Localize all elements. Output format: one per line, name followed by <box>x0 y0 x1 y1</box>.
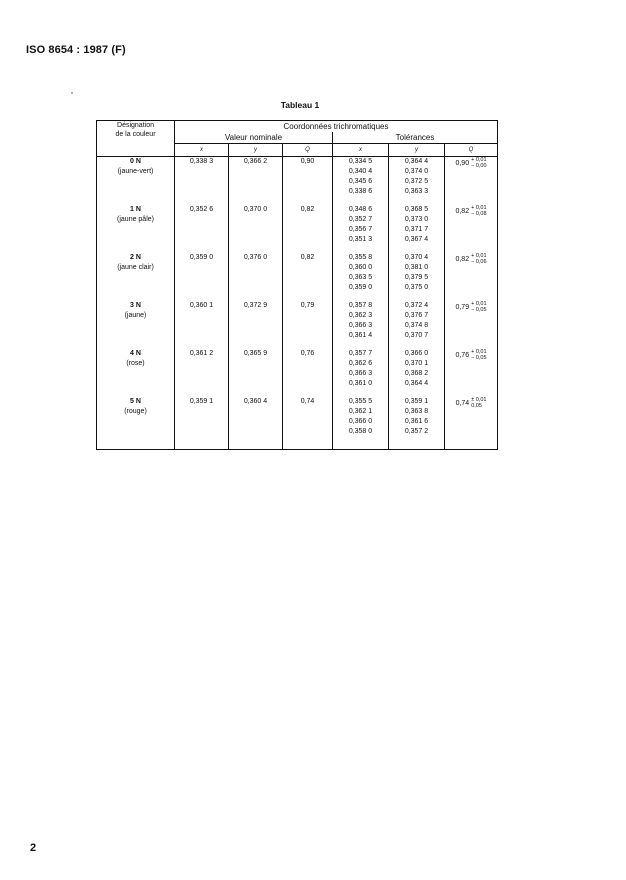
nominal-y-value: 0,372 9 <box>229 301 283 349</box>
tol-q <box>455 205 486 217</box>
tolerance-q-header: Q <box>445 144 498 157</box>
tol-x-values <box>333 157 389 206</box>
tol-y-value: 0,370 4 <box>404 254 429 261</box>
nominal-y-value: 0,365 9 <box>229 349 283 397</box>
page-number: 2 <box>30 842 37 854</box>
tol-x-value: 0,366 0 <box>348 418 373 425</box>
tol-q-plus: + 0,01 <box>471 301 487 307</box>
tol-y-value: 0,363 8 <box>404 408 429 415</box>
tol-q-limits <box>471 253 486 265</box>
nominal-x-value: 0,360 1 <box>175 301 229 349</box>
tol-y-values <box>389 397 445 450</box>
colour-name: (rose) <box>126 360 145 367</box>
designation-cell <box>97 253 175 301</box>
nominal-y-value: 0,370 0 <box>229 205 283 253</box>
tol-x-values <box>333 349 389 397</box>
nominal-x-value: 0,338 3 <box>175 157 229 206</box>
tolerance-x-header: x <box>333 144 389 157</box>
tol-y-value: 0,379 5 <box>404 274 429 281</box>
tol-q-cell <box>445 349 498 397</box>
document-header: ISO 8654 : 1987 (F) <box>26 44 126 56</box>
tol-y-value: 0,370 1 <box>404 360 429 367</box>
nominal-q-value: 0,82 <box>283 253 333 301</box>
nominal-q-header: Q <box>283 144 333 157</box>
tol-x-value: 0,361 4 <box>348 332 373 339</box>
designation-cell <box>97 349 175 397</box>
tol-x-value: 0,357 7 <box>348 350 373 357</box>
colour-name: (jaune pâle) <box>117 216 154 223</box>
tol-q <box>456 397 487 409</box>
tol-q-minus: − 0,06 <box>471 259 487 265</box>
tol-y-value: 0,367 4 <box>404 236 429 243</box>
tol-q-limits <box>471 349 486 361</box>
coordinates-header: Coordonnées trichromatiques <box>283 122 389 131</box>
tol-y-values <box>389 157 445 206</box>
tol-q-plus: + 0,01 <box>471 157 487 163</box>
stray-dot <box>71 92 73 94</box>
designation-cell <box>97 301 175 349</box>
table-row <box>97 253 498 301</box>
colour-name: (jaune) <box>124 312 147 319</box>
tol-y-value: 0,364 4 <box>404 158 429 165</box>
designation-cell <box>97 157 175 206</box>
colour-table <box>96 120 498 450</box>
tol-y-value: 0,374 0 <box>404 168 429 175</box>
nominal-y-value: 0,360 4 <box>229 397 283 450</box>
tol-q-value: 0,74 <box>455 399 470 407</box>
tol-y-value: 0,366 0 <box>404 350 429 357</box>
table-body <box>97 157 498 450</box>
tol-q-minus: − 0,00 <box>471 163 487 169</box>
nominal-header: Valeur nominale <box>175 132 333 144</box>
nominal-q-value: 0,82 <box>283 205 333 253</box>
tol-x-value: 0,360 0 <box>348 264 373 271</box>
colour-name: (rouge) <box>124 408 147 415</box>
tol-q-limits <box>471 157 486 169</box>
tol-x-value: 0,357 8 <box>348 302 373 309</box>
tol-x-value: 0,338 6 <box>348 188 373 195</box>
tol-y-value: 0,361 6 <box>404 418 429 425</box>
tol-x-values <box>333 301 389 349</box>
tol-q-plus: + 0,01 <box>471 253 487 259</box>
tol-q-value: 0,76 <box>455 351 470 359</box>
colour-code: 3 N <box>130 302 141 309</box>
tol-q-minus: 0,05 <box>471 403 482 409</box>
tol-x-value: 0,351 3 <box>348 236 373 243</box>
tol-q-cell <box>445 301 498 349</box>
tol-q <box>455 301 486 313</box>
tol-x-value: 0,366 3 <box>348 370 373 377</box>
tol-q-cell <box>445 397 498 450</box>
designation-header <box>97 121 175 157</box>
tol-x-value: 0,362 3 <box>348 312 373 319</box>
nominal-y-value: 0,376 0 <box>229 253 283 301</box>
designation-header-line2: de la couleur <box>115 131 156 138</box>
designation-cell <box>97 205 175 253</box>
tol-x-value: 0,362 1 <box>348 408 373 415</box>
tol-q-plus: + 0,01 <box>471 349 487 355</box>
tol-q-cell <box>445 157 498 206</box>
tol-x-value: 0,359 0 <box>348 284 373 291</box>
tol-y-value: 0,373 0 <box>404 216 429 223</box>
tol-q-limits <box>471 397 486 409</box>
tol-x-value: 0,334 5 <box>348 158 373 165</box>
nominal-x-value: 0,352 6 <box>175 205 229 253</box>
tol-x-value: 0,356 7 <box>348 226 373 233</box>
tol-y-values <box>389 349 445 397</box>
nominal-y-header: y <box>229 144 283 157</box>
tol-x-value: 0,355 8 <box>348 254 373 261</box>
tol-q-cell <box>445 253 498 301</box>
tol-q-limits <box>471 205 486 217</box>
tol-q-cell <box>445 205 498 253</box>
tolerances-header: Tolérances <box>395 133 435 142</box>
designation-cell <box>97 397 175 450</box>
nominal-x-value: 0,359 0 <box>175 253 229 301</box>
tol-q-plus: ± 0,01 <box>471 397 487 403</box>
tol-x-value: 0,366 3 <box>348 322 373 329</box>
tol-q-minus: − 0,05 <box>471 355 487 361</box>
table-row <box>97 349 498 397</box>
tol-y-value: 0,381 0 <box>404 264 429 271</box>
tol-y-values <box>389 205 445 253</box>
table-row <box>97 301 498 349</box>
tol-q-plus: + 0,01 <box>471 205 487 211</box>
tol-y-value: 0,375 0 <box>404 284 429 291</box>
nominal-x-value: 0,361 2 <box>175 349 229 397</box>
nominal-q-value: 0,76 <box>283 349 333 397</box>
tol-q-value: 0,79 <box>455 303 470 311</box>
tol-q-minus: − 0,08 <box>471 211 487 217</box>
tol-x-value: 0,363 5 <box>348 274 373 281</box>
tol-y-value: 0,368 2 <box>404 370 429 377</box>
tol-y-value: 0,359 1 <box>404 398 429 405</box>
tol-x-values <box>333 397 389 450</box>
tol-y-value: 0,371 7 <box>404 226 429 233</box>
table-caption: Tableau 1 <box>280 100 320 110</box>
tol-x-value: 0,358 0 <box>348 428 373 435</box>
colour-code: 0 N <box>130 158 141 165</box>
tol-y-value: 0,368 5 <box>404 206 429 213</box>
tol-y-value: 0,363 3 <box>404 188 429 195</box>
table-row <box>97 205 498 253</box>
table-row <box>97 157 498 206</box>
tol-q <box>455 349 486 361</box>
tol-y-value: 0,364 4 <box>404 380 429 387</box>
tol-q <box>455 253 486 265</box>
tol-y-value: 0,372 5 <box>404 178 429 185</box>
tol-q-value: 0,82 <box>455 255 470 263</box>
colour-code: 5 N <box>130 398 141 405</box>
colour-code: 1 N <box>130 206 141 213</box>
tol-x-value: 0,348 6 <box>348 206 373 213</box>
tol-q <box>455 157 486 169</box>
nominal-q-value: 0,74 <box>283 397 333 450</box>
tol-x-value: 0,352 7 <box>348 216 373 223</box>
tol-q-minus: − 0,05 <box>471 307 487 313</box>
nominal-x-value: 0,359 1 <box>175 397 229 450</box>
tol-x-values <box>333 253 389 301</box>
colour-code: 4 N <box>130 350 141 357</box>
tol-q-value: 0,90 <box>455 159 470 167</box>
tol-q-value: 0,82 <box>455 207 470 215</box>
colour-name: (jaune-vert) <box>117 168 154 175</box>
table-row <box>97 397 498 450</box>
tol-q-limits <box>471 301 486 313</box>
tol-y-value: 0,374 8 <box>404 322 429 329</box>
tol-x-value: 0,340 4 <box>348 168 373 175</box>
nominal-y-value: 0,366 2 <box>229 157 283 206</box>
tol-x-value: 0,361 0 <box>348 380 373 387</box>
nominal-x-header: x <box>175 144 229 157</box>
tol-x-value: 0,355 5 <box>348 398 373 405</box>
tol-y-values <box>389 301 445 349</box>
tol-y-value: 0,372 4 <box>404 302 429 309</box>
colour-name: (jaune clair) <box>117 264 154 271</box>
tol-y-values <box>389 253 445 301</box>
colour-code: 2 N <box>130 254 141 261</box>
nominal-q-value: 0,90 <box>283 157 333 206</box>
tol-x-value: 0,345 6 <box>348 178 373 185</box>
tolerance-y-header: y <box>389 144 445 157</box>
tol-x-value: 0,362 6 <box>348 360 373 367</box>
tol-y-value: 0,376 7 <box>404 312 429 319</box>
designation-header-line1: Désignation <box>117 122 154 129</box>
nominal-q-value: 0,79 <box>283 301 333 349</box>
tol-y-value: 0,357 2 <box>404 428 429 435</box>
tol-y-value: 0,370 7 <box>404 332 429 339</box>
tol-x-values <box>333 205 389 253</box>
